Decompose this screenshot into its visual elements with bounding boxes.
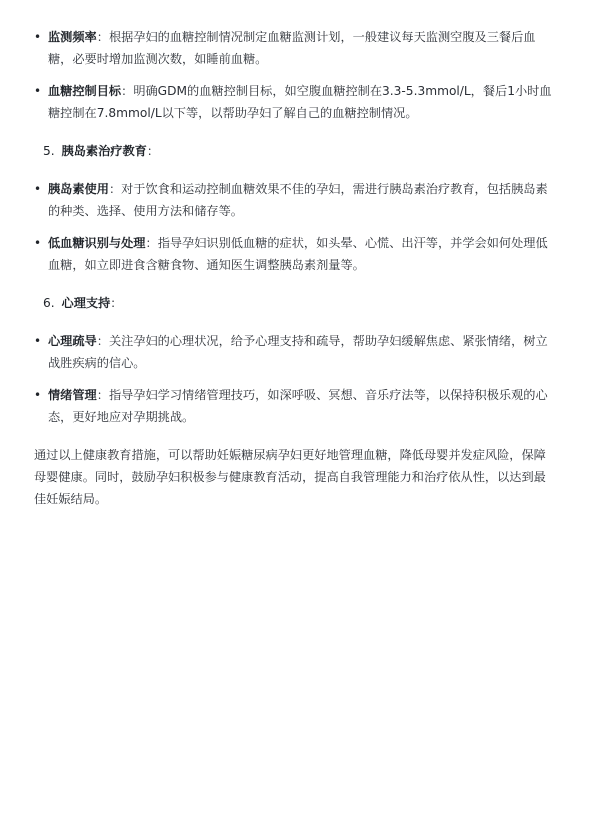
item-body: 明确GDM的血糖控制目标，如空腹血糖控制在3.3-5.3mmol/L，餐后1小时血糖控制在7.8mmol/L以下等，以帮助孕妇了解自己的血糖控制情况。 (48, 84, 552, 120)
bullet-dot-icon: • (34, 334, 42, 348)
list-item-insulin-use (34, 178, 558, 222)
item-term: 胰岛素使用 (48, 182, 109, 196)
section-separator: ： (110, 296, 123, 310)
bullet-dot-icon: • (34, 30, 42, 44)
list-item-glucose-target (34, 80, 558, 124)
closing-paragraph: 通过以上健康教育措施，可以帮助妊娠糖尿病孕妇更好地管理血糖，降低母婴并发症风险，保障母婴健康。同时，鼓励孕妇积极参与健康教育活动，提高自我管理能力和治疗依从性，以达到最佳妊娠结局。 (34, 448, 546, 506)
item-term: 血糖控制目标 (48, 84, 122, 98)
item-term: 低血糖识别与处理 (48, 236, 146, 250)
list-item-hypoglycemia (34, 232, 558, 276)
item-body: 关注孕妇的心理状况，给予心理支持和疏导，帮助孕妇缓解焦虑、紧张情绪，树立战胜疾病的信心。 (48, 334, 548, 370)
bullet-dot-icon: • (34, 84, 42, 98)
bullet-dot-icon: • (34, 236, 42, 250)
section-title: 胰岛素治疗教育 (61, 144, 147, 158)
item-separator: ： (96, 30, 109, 44)
section-number: 5. (43, 144, 55, 158)
item-separator: ： (108, 182, 122, 196)
item-body: 指导孕妇识别低血糖的症状，如头晕、心慌、出汗等，并学会如何处理低血糖，如立即进食含糖食物、通知医生调整胰岛素剂量等。 (48, 236, 548, 272)
item-separator: ： (121, 84, 134, 98)
bullet-dot-icon: • (34, 388, 42, 402)
section-title: 心理支持 (61, 296, 111, 310)
section-heading-psychological-support (34, 292, 558, 314)
item-body: 对于饮食和运动控制血糖效果不佳的孕妇，需进行胰岛素治疗教育，包括胰岛素的种类、选择、使用方法和储存等。 (48, 182, 548, 218)
item-term: 监测频率 (48, 30, 97, 44)
item-separator: ： (96, 388, 109, 402)
item-term: 心理疏导 (48, 334, 97, 348)
bullet-dot-icon: • (34, 182, 42, 196)
list-item-counseling (34, 330, 558, 374)
item-term: 情绪管理 (48, 388, 97, 402)
item-body: 根据孕妇的血糖控制情况制定血糖监测计划，一般建议每天监测空腹及三餐后血糖，必要时增加监测次数，如睡前血糖。 (48, 30, 536, 66)
item-body: 指导孕妇学习情绪管理技巧，如深呼吸、冥想、音乐疗法等，以保持积极乐观的心态，更好地应对孕期挑战。 (48, 388, 548, 424)
section-number: 6. (43, 296, 55, 310)
item-separator: ： (96, 334, 109, 348)
list-item-monitoring-frequency (34, 26, 558, 70)
section-heading-insulin-education (34, 140, 558, 162)
section-separator: ： (146, 144, 160, 158)
list-item-emotion-management (34, 384, 558, 428)
item-separator: ： (145, 236, 158, 250)
